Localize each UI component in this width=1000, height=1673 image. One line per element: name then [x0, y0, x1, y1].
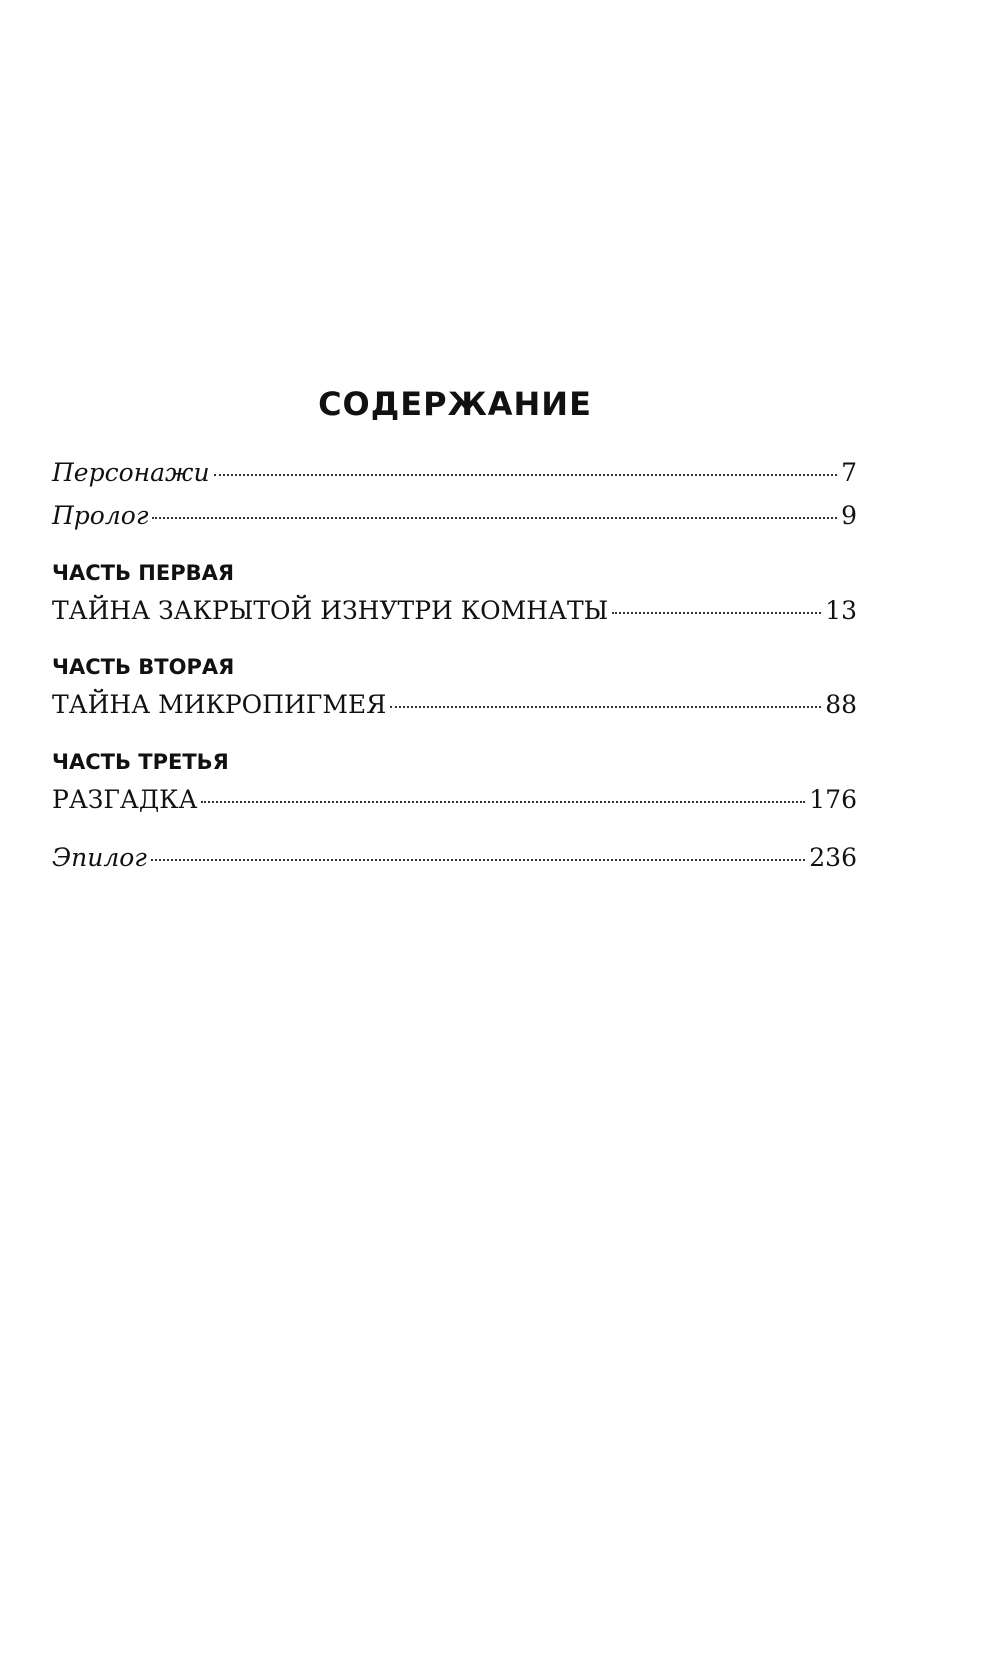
- toc-entry-page: 7: [841, 458, 857, 487]
- part-three-heading: ЧАСТЬ ТРЕТЬЯ: [52, 750, 229, 774]
- toc-entry-page: 236: [809, 843, 857, 872]
- toc-entry-label: ТАЙНА ЗАКРЫТОЙ ИЗНУТРИ КОМНАТЫ: [52, 596, 609, 625]
- part-two-heading: ЧАСТЬ ВТОРАЯ: [52, 655, 235, 679]
- toc-entry-prologue: [52, 501, 857, 531]
- toc-entry-label: РАЗГАДКА: [52, 785, 198, 814]
- part-one-heading: ЧАСТЬ ПЕРВАЯ: [52, 561, 235, 585]
- toc-entry-part-three: [52, 785, 857, 815]
- toc-entry-label: ТАЙНА МИКРОПИГМЕЯ: [52, 690, 387, 719]
- toc-entry-label: Персонажи: [52, 458, 210, 487]
- toc-entry-part-one: [52, 596, 857, 626]
- toc-entry-epilogue: [52, 843, 857, 873]
- toc-entry-label: Пролог: [52, 501, 149, 530]
- toc-entry-page: 13: [825, 596, 857, 625]
- toc-entry-characters: [52, 458, 857, 488]
- dot-leader: [214, 474, 838, 476]
- toc-entry-page: 9: [841, 501, 857, 530]
- dot-leader: [201, 801, 805, 803]
- dot-leader: [612, 612, 821, 614]
- page-title: СОДЕРЖАНИЕ: [318, 385, 592, 423]
- toc-entry-label: Эпилог: [52, 843, 147, 872]
- dot-leader: [390, 706, 821, 708]
- toc-entry-part-two: [52, 690, 857, 720]
- toc-entry-page: 176: [809, 785, 857, 814]
- dot-leader: [151, 859, 805, 861]
- toc-entry-page: 88: [825, 690, 857, 719]
- dot-leader: [152, 517, 837, 519]
